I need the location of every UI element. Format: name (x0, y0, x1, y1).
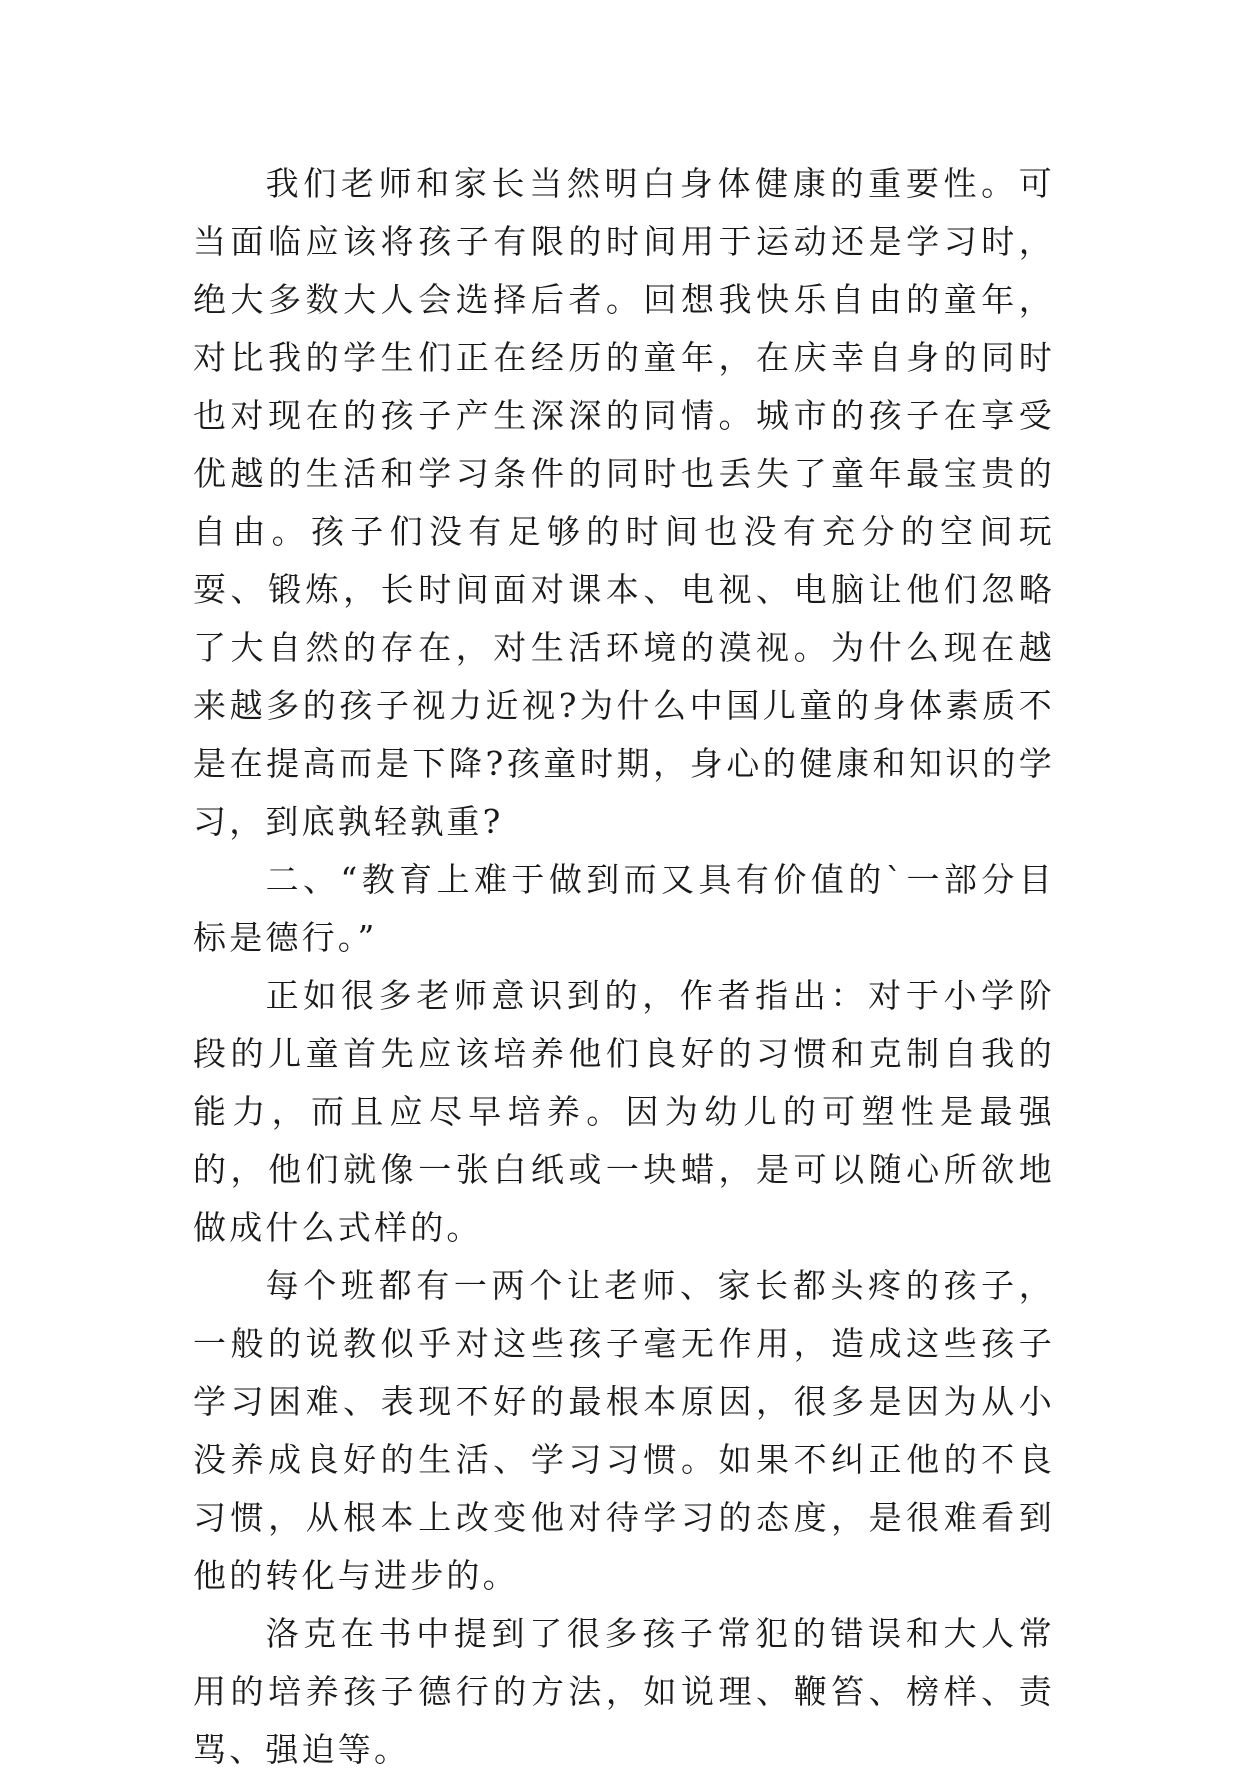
paragraph-5: 洛克在书中提到了很多孩子常犯的错误和大人常用的培养孩子德行的方法，如说理、鞭笞、榜样、责骂、强迫等。 (193, 1614, 1055, 1769)
paragraph-3: 正如很多老师意识到的，作者指出：对于小学阶段的儿童首先应该培养他们良好的习惯和克制自我的能力，而且应尽早培养。因为幼儿的可塑性是最强的，他们就像一张白纸或一块蜡，是可以随心所欲地做成什么式样的。 (193, 976, 1055, 1247)
document-body (193, 155, 1055, 1779)
paragraph-2-heading: 二、“教育上难于做到而又具有价值的`一部分目标是德行。” (193, 860, 1055, 957)
paragraph-4: 每个班都有一两个让老师、家长都头疼的孩子，一般的说教似乎对这些孩子毫无作用，造成这些孩子学习困难、表现不好的最根本原因，很多是因为从小没养成良好的生活、学习习惯。如果不纠正他的不良习惯，从根本上改变他对待学习的态度，是很难看到他的转化与进步的。 (193, 1266, 1055, 1595)
paragraph-1: 我们老师和家长当然明白身体健康的重要性。可当面临应该将孩子有限的时间用于运动还是学习时，绝大多数大人会选择后者。回想我快乐自由的童年，对比我的学生们正在经历的童年，在庆幸自身的同时也对现在的孩子产生深深的同情。城市的孩子在享受优越的生活和学习条件的同时也丢失了童年最宝贵的自由。孩子们没有足够的时间也没有充分的空间玩耍、锻炼，长时间面对课本、电视、电脑让他们忽略了大自然的存在，对生活环境的漠视。为什么现在越来越多的孩子视力近视?为什么中国儿童的身体素质不是在提高而是下降?孩童时期，身心的健康和知识的学习，到底孰轻孰重? (193, 164, 1055, 841)
